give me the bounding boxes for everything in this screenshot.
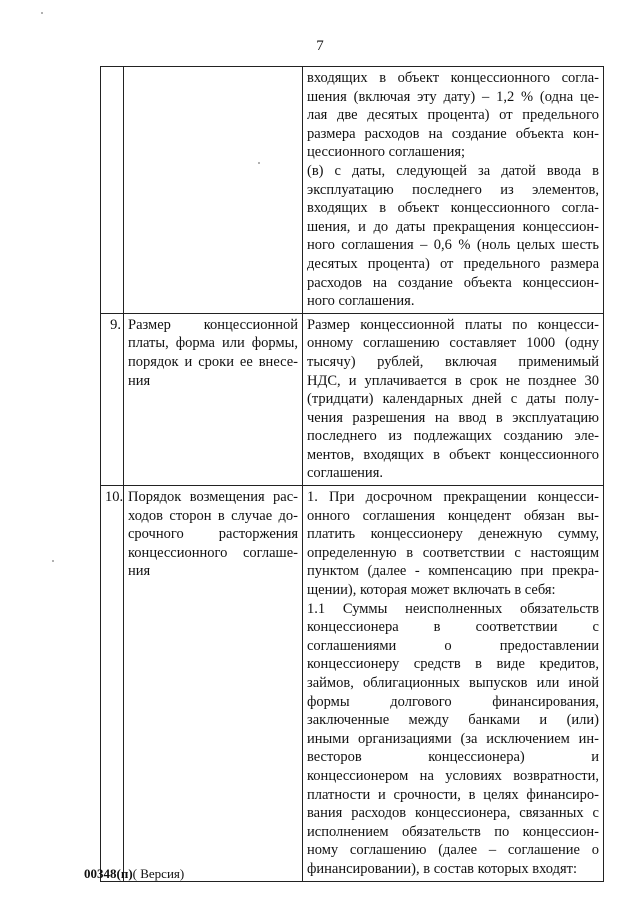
row-title-line: Порядок возмещения рас- xyxy=(128,489,298,506)
row-description-line: платить концессионеру денежную сумму, xyxy=(307,526,599,543)
row-description-line: ментов, входящих в объект концессионного xyxy=(307,446,599,463)
row-description-cell xyxy=(303,486,604,881)
row-description-line: шения, и до даты прекращения концессион- xyxy=(307,218,599,235)
row-description-line: иными организациями (за исключением ин- xyxy=(307,730,599,747)
row-description-line: ного соглашения – 0,6 % (ноль целых шесть xyxy=(307,237,599,254)
row-description-line: чения разрешения на ввод в эксплуатацию xyxy=(307,409,599,426)
row-description-line: (в) с даты, следующей за датой ввода в xyxy=(307,162,599,179)
row-description-line: займов, облигационных выпусков или иной xyxy=(307,675,599,691)
document-code-number: 00348(п) xyxy=(84,866,133,881)
row-title-line: Размер концессионной xyxy=(128,316,298,333)
row-description-line: 1.1 Суммы неисполненных обязательств xyxy=(307,600,599,617)
row-description-line: 1. При досрочном прекращении концесси- xyxy=(307,489,599,506)
row-number-cell: 9. xyxy=(101,313,124,485)
row-title-cell xyxy=(124,313,303,485)
row-description-line: заключенные между банками и (или) xyxy=(307,712,599,729)
document-table xyxy=(100,66,604,882)
row-description-line: тысячу) рублей, включая применимый xyxy=(307,353,599,370)
row-description-line: размера расходов на создание объекта кон- xyxy=(307,125,599,142)
row-description-line: ного соглашения. xyxy=(307,293,415,310)
page-number: 7 xyxy=(316,38,324,54)
row-title-cell xyxy=(124,486,303,881)
row-title-line: срочного расторжения xyxy=(128,526,298,543)
row-description-line: соглашениями о предоставлении xyxy=(307,637,599,654)
row-description-line: исполнением обязательств по концессион- xyxy=(307,823,599,840)
row-number-cell xyxy=(101,67,124,314)
row-description-line: соглашения. xyxy=(307,465,383,482)
row-title-line: порядок и сроки ее внесе- xyxy=(128,353,298,370)
row-description-line: цессионного соглашения; xyxy=(307,144,466,161)
row-title-cell xyxy=(124,67,303,314)
row-description-line: вания расходов концессионера, связанных с xyxy=(307,805,599,822)
row-description-line: НДС, и уплачивается в срок не позднее 30 xyxy=(307,372,599,389)
table-row xyxy=(101,313,604,485)
table-row xyxy=(101,67,604,314)
document-version: ( Версия) xyxy=(132,866,185,881)
row-description-line: щении), которая может включать в себя: xyxy=(307,582,556,599)
row-description-line: десятых процента) от предельного размера xyxy=(307,255,599,272)
row-description-line: пунктом (далее - компенсацию при прекра- xyxy=(307,563,599,580)
row-description-line: входящих в объект концессионного согла- xyxy=(307,200,599,217)
table-body xyxy=(101,67,604,882)
row-description-line: определенную в соответствии с настоящим xyxy=(307,544,599,561)
row-description-line: концессионером на условиях возвратности, xyxy=(307,767,599,784)
row-description-line: формы долгового финансирования, xyxy=(307,693,599,710)
row-description-line: концессионера в соответствии с xyxy=(307,619,599,636)
row-description-cell xyxy=(303,313,604,485)
row-description-line: платности и срочности, в целях финансиро- xyxy=(307,786,599,803)
row-description-line: последнего из подлежащих созданию эле- xyxy=(307,428,599,445)
row-description-line: онному соглашению составляет 1000 (одну xyxy=(307,335,599,352)
scan-speck xyxy=(52,560,54,562)
row-description-cell xyxy=(303,67,604,314)
row-title-line: платы, форма или формы, xyxy=(128,335,298,352)
row-description-line: Размер концессионной платы по концесси- xyxy=(307,316,599,333)
scan-speck xyxy=(258,162,260,164)
row-description-line: шения (включая эту дату) – 1,2 % (одна це- xyxy=(307,88,599,105)
table-row xyxy=(101,486,604,881)
row-description-line: (тридцати) календарных дней с даты полу- xyxy=(307,391,599,408)
row-description-line: ному соглашению (далее – соглашение о xyxy=(307,842,599,859)
row-description-line: весторов концессионера) и xyxy=(307,749,599,766)
row-description-line: расходов на создание объекта концессион- xyxy=(307,274,599,291)
row-description-line: лая две десятых процента) от предельного xyxy=(307,107,599,124)
row-description-line: финансировании), в состав которых входят: xyxy=(307,860,578,877)
row-title-line: ния xyxy=(128,563,151,580)
row-number-cell: 10. xyxy=(101,486,124,881)
scan-speck xyxy=(41,12,43,14)
row-description-line: онного соглашения концедент обязан вы- xyxy=(307,507,599,524)
row-description-line: концессионеру средств в виде кредитов, xyxy=(307,656,599,673)
row-title-line: ходов сторон в случае до- xyxy=(128,507,298,524)
document-code xyxy=(84,866,184,882)
row-description-line: входящих в объект концессионного согла- xyxy=(307,70,599,86)
row-description-line: эксплуатацию последнего из элементов, xyxy=(307,181,599,198)
row-title-line: ния xyxy=(128,372,151,389)
row-title-line: концессионного соглаше- xyxy=(128,544,298,561)
